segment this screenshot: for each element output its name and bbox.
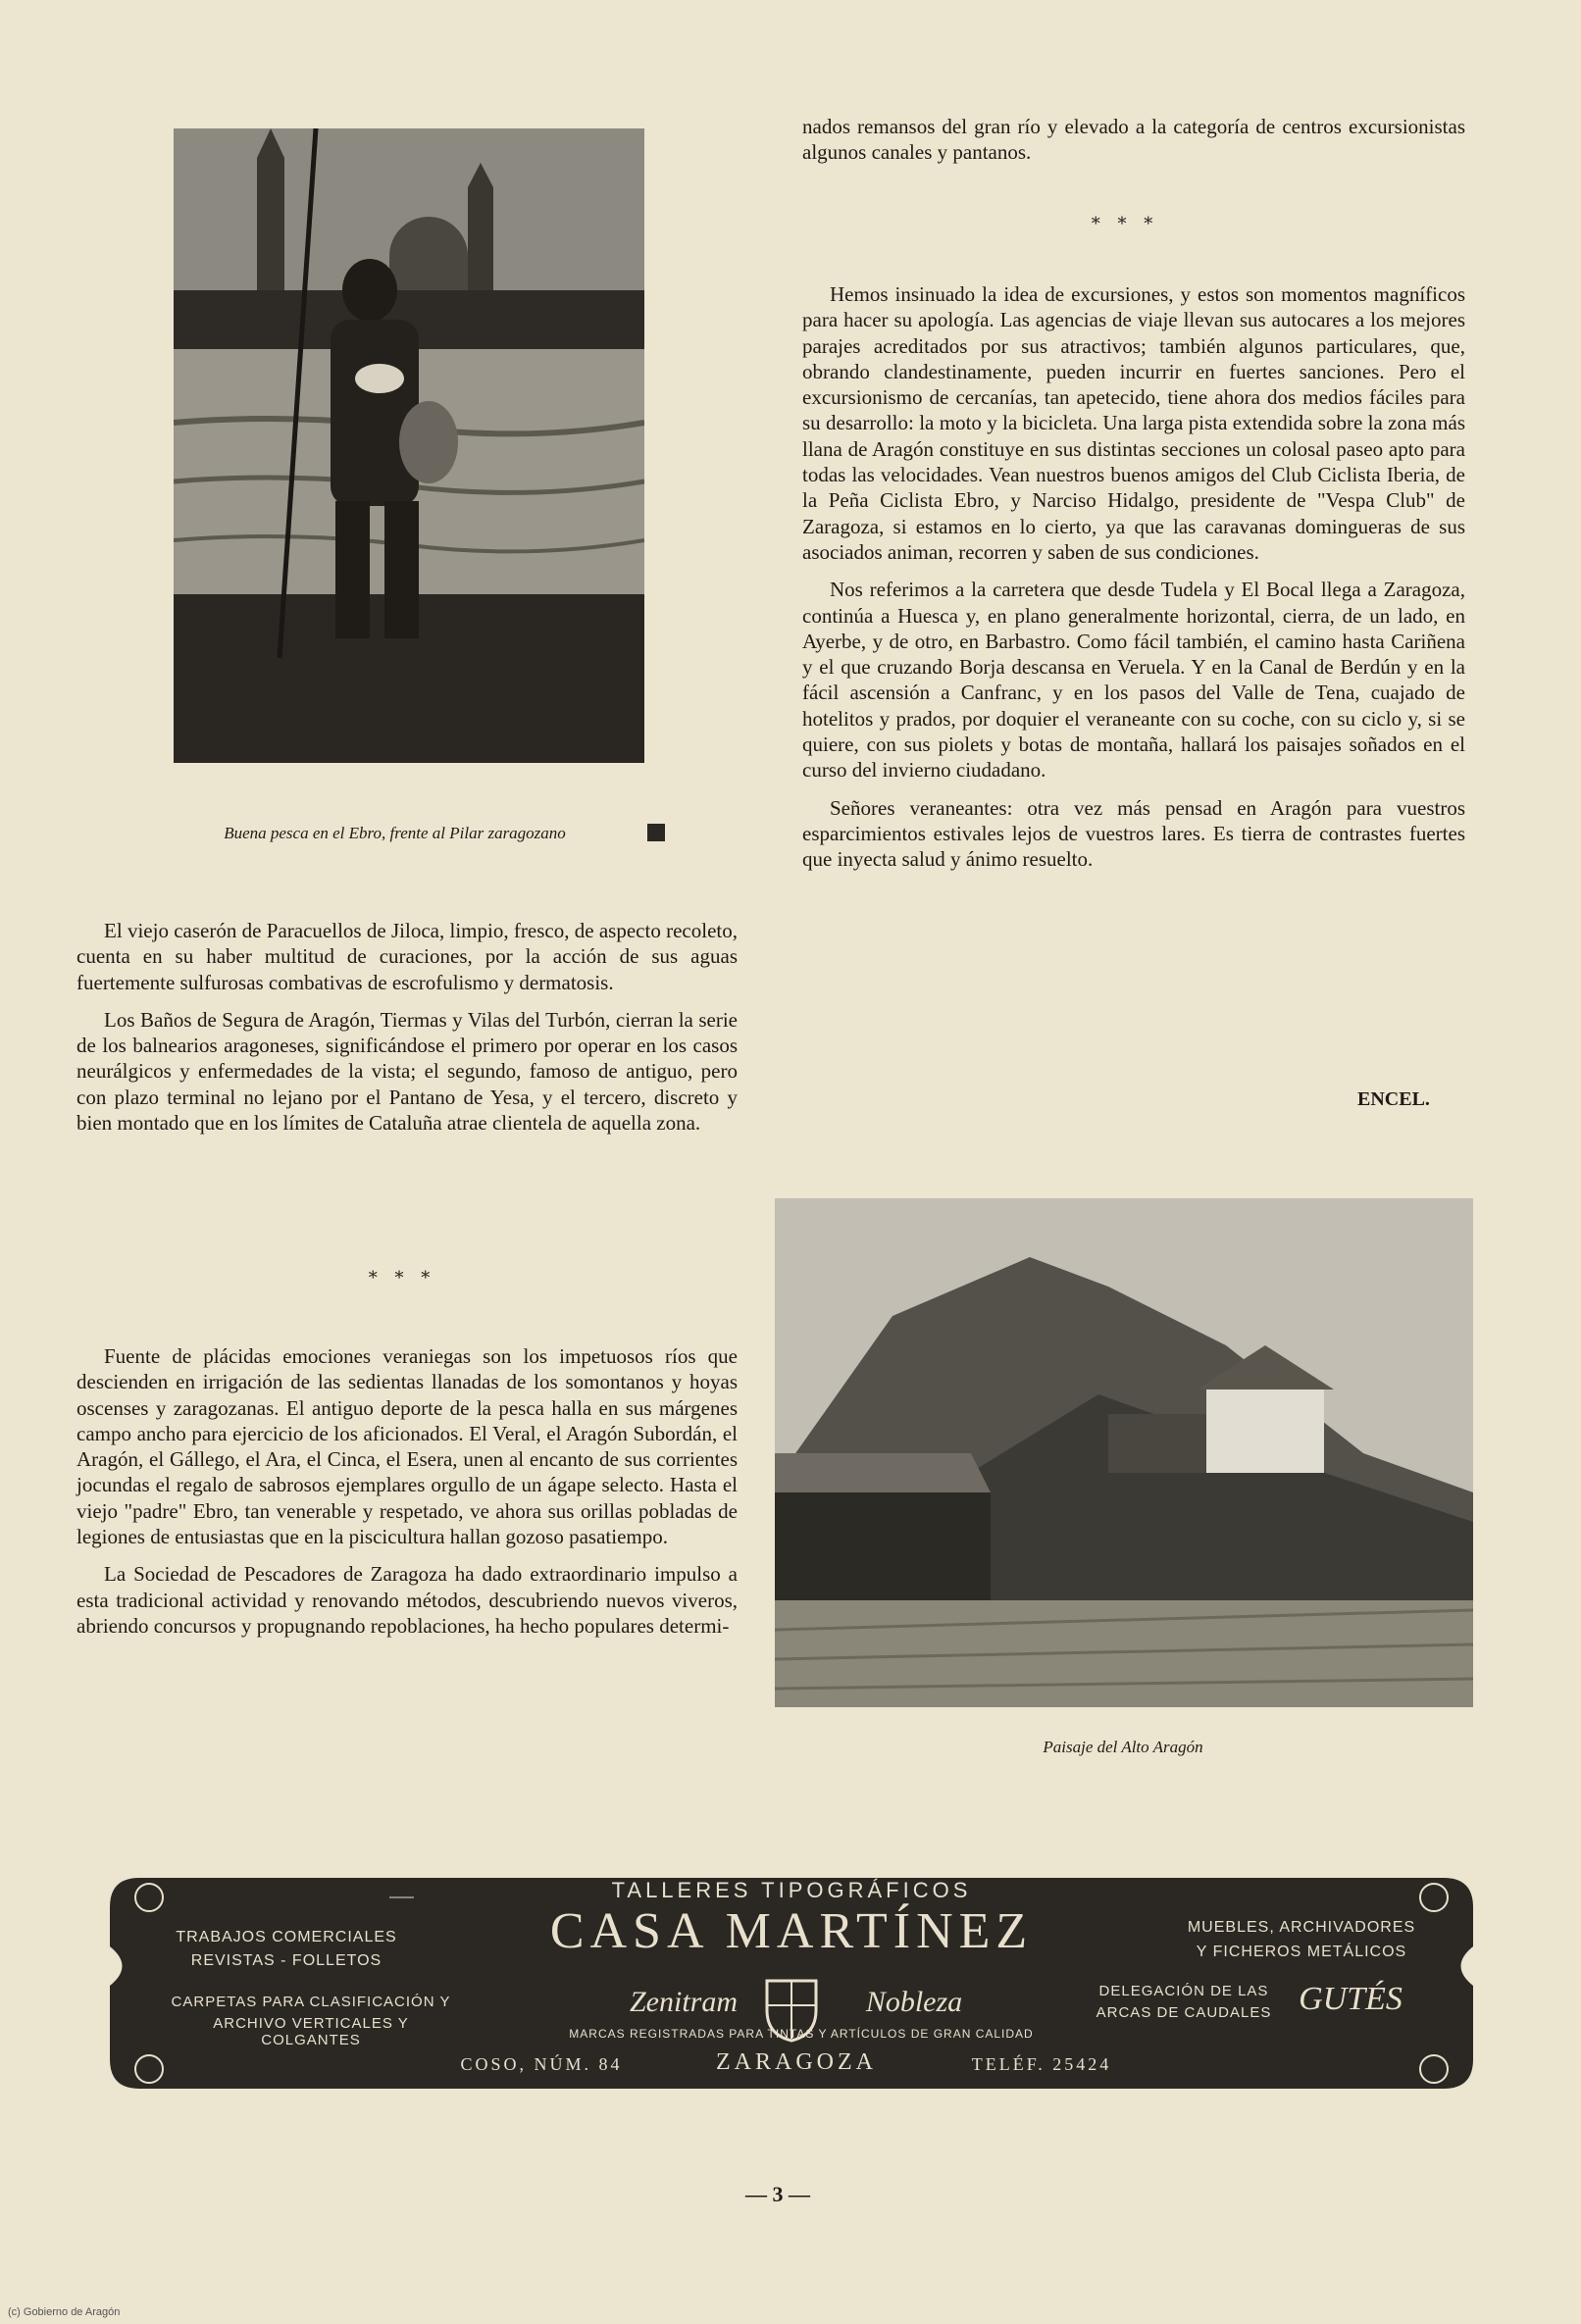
paragraph: Nos referimos a la carretera que desde Tudela y El Bocal llega a Zaragoza, continúa a Huesca y, en plano generalmente horizontal, cierra, de un lado, en Ayerbe, y de otro, en Barbastro. Como fácil también, el camino hasta Cariñena y el que cruzando Borja descansa en Veruela. Y en la Canal de Berdún y en la fácil ascensión a Canfranc, y en los pasos del Valle de Tena, cuajado de hotelitos y prados, por doquier el veraneante con su coche, con su ciclo y, si se quiere, con sus piolets y botas de montaña, hallará los paisajes soñados en el curso del invierno ciudadano. (802, 578, 1465, 783)
paragraph: Fuente de plácidas emociones veraniegas son los impetuosos ríos que descienden en irrigación de las sedientas llanadas de los somontanos y hoyas oscenses y zaragozanas. El antiguo deporte de la pesca halla en sus márgenes campo ancho para ejercicio de los aficionados. El Veral, el Aragón Subordán, el Aragón, el Gállego, el Ara, el Cinca, el Esera, unen al encanto de sus corrientes jocundas el regalo de sabrosos ejemplares orgullo de un ágape selecto. Hasta el viejo "padre" Ebro, tan venerable y respetado, ve ahora sus orillas pobladas de legiones de entusiastas que en la piscicultura hallan gozoso pasatiempo. (76, 1344, 738, 1549)
paragraph: La Sociedad de Pescadores de Zaragoza ha dado extraordinario impulso a esta tradicional actividad y renovando métodos, descubriendo nuevos viveros, abriendo concursos y propugnando repoblaciones, ha hecho populares determi- (76, 1562, 738, 1638)
ad-right-top-2: Y FICHEROS METÁLICOS (1196, 1944, 1407, 1960)
ad-right-top-1: MUEBLES, ARCHIVADORES (1187, 1919, 1416, 1936)
ad-mark-zenitram: Zenitram (629, 1986, 738, 2018)
left-column-top (76, 918, 738, 1147)
ad-header: TALLERES TIPOGRÁFICOS (611, 1878, 972, 1902)
paragraph: Señores veraneantes: otra vez más pensad en Aragón para vuestros esparcimientos estivales lejos de vuestros lares. Es tierra de contrastes fuertes que inyecta salud y ánimo resuelto. (802, 795, 1465, 872)
ad-brand: CASA MARTÍNEZ (549, 1903, 1034, 1959)
ad-left-top-1: TRABAJOS COMERCIALES (176, 1929, 397, 1945)
ad-left-top-2: REVISTAS - FOLLETOS (190, 1952, 382, 1969)
ad-mark-nobleza: Nobleza (865, 1986, 963, 2018)
ad-gutes: GUTÉS (1299, 1981, 1402, 2017)
paragraph: nados remansos del gran río y elevado a la categoría de centros excursionistas algunos canales y pantanos. (802, 115, 1465, 165)
ad-city: ZARAGOZA (716, 2049, 877, 2075)
section-separator: * * * (1091, 214, 1159, 234)
photo-caption-landscape: Paisaje del Alto Aragón (1043, 1738, 1203, 1756)
ad-right-mid-1: DELEGACIÓN DE LAS (1098, 1983, 1269, 1999)
ad-address: COSO, NÚM. 84 (460, 2054, 623, 2074)
paragraph: Los Baños de Segura de Aragón, Tiermas y Vilas del Turbón, cierran la serie de los balnearios aragoneses, significándose el primero por operar en los casos neurálgicos y enfermedades de la vista; el segundo, famoso de antiguo, pero con plazo terminal no lejano por el Pantano de Yesa, y el tercero, discreto y bien montado que en los límites de Cataluña atrae clientela de aquella zona. (76, 1007, 738, 1136)
right-column-main (802, 281, 1465, 884)
copyright-credit: (c) Gobierno de Aragón (8, 2306, 121, 2318)
ad-left-mid-1: CARPETAS PARA CLASIFICACIÓN Y (171, 1994, 451, 2010)
photo-landscape-illustration (775, 1198, 1473, 1707)
ad-right-mid-2: ARCAS DE CAUDALES (1096, 2004, 1272, 2021)
section-separator: * * * (368, 1268, 436, 1288)
photo-caption-fisherman: Buena pesca en el Ebro, frente al Pilar zaragozano (224, 824, 566, 842)
ad-left-mid-2: ARCHIVO VERTICALES Y COLGANTES (213, 2015, 409, 2048)
right-column-continuation (802, 114, 1465, 177)
photo-fisherman-ebro (174, 128, 644, 763)
ad-marks-line: MARCAS REGISTRADAS PARA TINTAS Y ARTÍCULOS DE GRAN CALIDAD (569, 2027, 1034, 2041)
caption-mark-icon (647, 824, 665, 841)
ad-phone: TELÉF. 25424 (971, 2054, 1112, 2074)
left-column-bottom (76, 1343, 738, 1650)
paragraph: El viejo caserón de Paracuellos de Jiloca, limpio, fresco, de aspecto recoleto, cuenta en su haber multitud de curaciones, por la acción de sus aguas fuertemente sulfurosas combativas de escrofulismo y dermatosis. (76, 919, 738, 994)
paragraph: Hemos insinuado la idea de excursiones, y estos son momentos magníficos para hacer su apología. Las agencias de viaje llevan sus autocares a los mejores parajes acreditados por sus atractivos; también algunos particulares, que, obrando clandestinamente, pueden incurrir en fuertes sanciones. Pero el excursionismo de cercanías, tan apetecido, tiene ahora dos medios fáciles para su desarrollo: la moto y la bicicleta. Una larga pista extendida sobre la zona más llana de Aragón constituye en sus distintas secciones un colosal paseo apto para todas las velocidades. Vean nuestros buenos amigos del Club Ciclista Iberia, de la Peña Ciclista Ebro, y Narciso Hidalgo, presidente de "Vespa Club" de Zaragoza, si estamos en lo cierto, ya que las caravanas domingueras de sus asociados animan, recorren y saben de sus condiciones. (802, 282, 1465, 564)
photo-alto-aragon-landscape (775, 1198, 1473, 1707)
advertisement-banner (110, 1858, 1473, 2108)
photo-fisherman-illustration (174, 128, 644, 763)
page-number: — 3 — (745, 2182, 810, 2206)
author-signature: ENCEL. (1357, 1088, 1430, 1110)
